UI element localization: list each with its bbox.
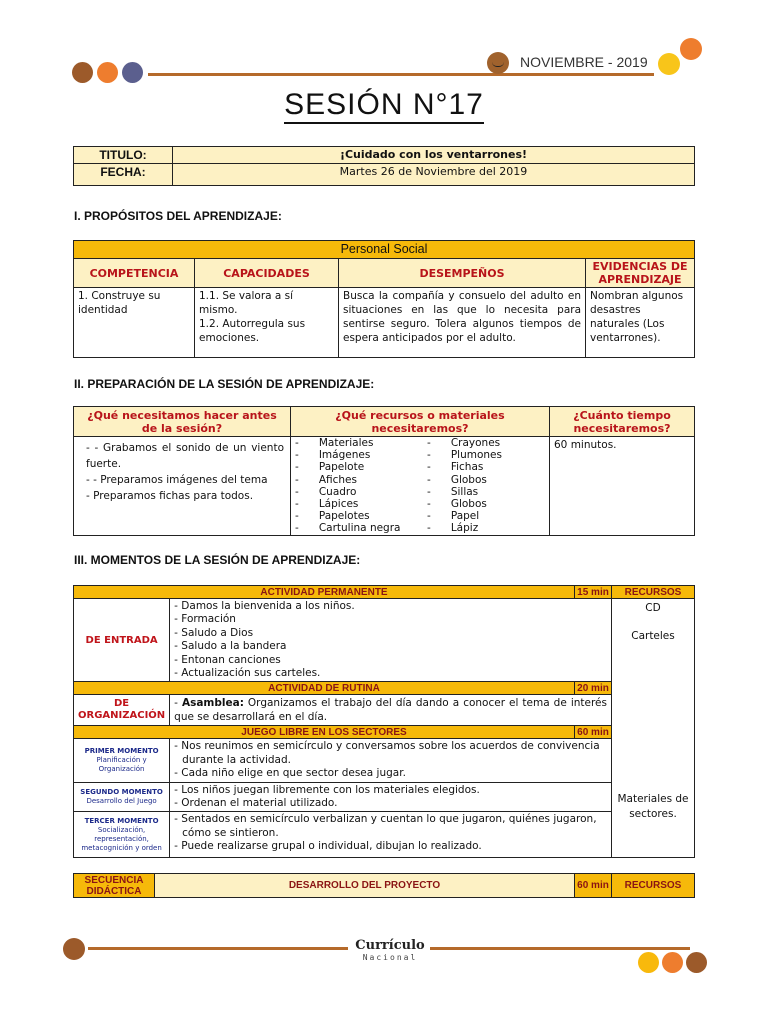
yellow-circle-icon xyxy=(658,53,680,75)
list-item: - Actualización sus carteles. xyxy=(174,667,321,680)
recursos-cell xyxy=(612,599,695,858)
recurso-item: - Papelote xyxy=(295,461,365,474)
header-evidencias: EVIDENCIAS DE APRENDIZAJE xyxy=(586,259,695,288)
time-60: 60 min xyxy=(575,726,612,739)
recurso-cd: CD xyxy=(645,602,661,614)
recurso-sectores: Materiales de sectores. xyxy=(617,793,689,820)
antes-item: - - Preparamos imágenes del tema xyxy=(86,474,268,486)
titulo-value: ¡Cuidado con los ventarrones! xyxy=(173,147,695,164)
recurso-carteles: Carteles xyxy=(631,630,675,642)
smiley-face-icon xyxy=(487,52,509,74)
recurso-item: - Lápiz xyxy=(427,522,479,535)
list-item: - Sentados en semicírculo verbalizan y cuentan lo que jugaron, quiénes jugaron, cómo se sintieron. xyxy=(174,813,597,839)
recurso-item: - Cuadro xyxy=(295,485,357,498)
recursos-header: RECURSOS xyxy=(612,586,695,599)
header-capacidades: CAPACIDADES xyxy=(195,259,339,288)
momentos-table xyxy=(73,585,695,858)
tercer-items xyxy=(170,812,612,858)
recurso-item: - Afiches xyxy=(295,473,357,486)
recurso-item: - Globos xyxy=(427,498,487,511)
recurso-item: - Plumones xyxy=(427,449,502,462)
header-competencia: COMPETENCIA xyxy=(74,259,195,288)
desempenos-cell: Busca la compañía y consuelo del adulto en situaciones en las que lo necesita para sentirse seguro. Tolera algunos tiempos de espera anticipados por el adulto. xyxy=(339,288,586,358)
recurso-item: - Imágenes xyxy=(295,449,371,462)
recurso-item: - Cartulina negra xyxy=(295,522,401,535)
recurso-item: - Crayones xyxy=(427,437,501,449)
orange-circle-icon xyxy=(680,38,702,60)
primer-momento-label: PRIMER MOMENTO Planificación y Organización xyxy=(74,739,170,782)
orange-circle-icon xyxy=(97,62,118,83)
preparacion-table xyxy=(73,406,695,536)
list-item: - Puede realizarse grupal o individual, dibujan lo realizado. xyxy=(174,840,482,853)
antes-item: - Preparamos fichas para todos. xyxy=(86,490,254,502)
yellow-circle-icon xyxy=(638,952,659,973)
brown-circle-icon xyxy=(72,62,93,83)
recurso-item: - Fichas xyxy=(427,461,484,474)
primer-items xyxy=(170,739,612,782)
header-line xyxy=(148,73,654,76)
tiempo-cell: 60 minutos. xyxy=(550,437,695,536)
list-item: - Formación xyxy=(174,613,236,626)
antes-item: - - Grabamos el sonido de un viento fuerte. xyxy=(86,442,284,470)
asamblea-label: Asamblea: xyxy=(181,697,244,710)
list-item: - Cada niño elige en que sector desea jugar. xyxy=(174,767,406,780)
footer-line-right xyxy=(430,947,690,950)
header-desempenos: DESEMPEÑOS xyxy=(339,259,586,288)
list-item: - Ordenan el material utilizado. xyxy=(174,797,338,810)
actividad-permanente-bar: ACTIVIDAD PERMANENTE xyxy=(74,586,575,599)
section-2-heading: II. PREPARACIÓN DE LA SESIÓN DE APRENDIZAJE: xyxy=(74,377,375,391)
time-20: 20 min xyxy=(575,682,612,695)
recursos-cell xyxy=(291,437,550,536)
list-item: - Nos reunimos en semicírculo y conversamos sobre los acuerdos de convivencia durante la actividad. xyxy=(174,740,600,766)
recurso-item: - Globos xyxy=(427,473,487,486)
time-15: 15 min xyxy=(575,586,612,599)
segundo-momento-label: SEGUNDO MOMENTO Desarrollo del Juego xyxy=(74,782,170,812)
list-item: - Damos la bienvenida a los niños. xyxy=(174,600,355,612)
header-recursos: ¿Qué recursos o materiales necesitaremos? xyxy=(291,407,550,437)
footer-line-left xyxy=(88,947,348,950)
segundo-items xyxy=(170,782,612,812)
recurso-item: - Materiales xyxy=(295,437,374,449)
capacidades-cell xyxy=(195,288,339,358)
tercer-momento-label: TERCER MOMENTO Socialización, representación, metacognición y orden xyxy=(74,812,170,858)
recursos-label: RECURSOS xyxy=(612,874,695,898)
entrada-label: DE ENTRADA xyxy=(74,599,170,682)
brown-circle-icon xyxy=(63,938,85,960)
actividad-rutina-bar: ACTIVIDAD DE RUTINA xyxy=(74,682,575,695)
entrada-items xyxy=(170,599,612,682)
fecha-label: FECHA: xyxy=(74,164,173,186)
info-table xyxy=(73,146,695,186)
recurso-item: - Sillas xyxy=(427,485,479,498)
recurso-item: - Papel xyxy=(427,510,480,523)
page-title: SESIÓN N°17 xyxy=(0,88,768,122)
section-3-heading: III. MOMENTOS DE LA SESIÓN DE APRENDIZAJE: xyxy=(74,553,361,567)
asamblea-cell: - Asamblea: Organizamos el trabajo del día dando a conocer el tema de interés que se desarrollará en el día. xyxy=(170,695,612,726)
capacidad-item: 1.2. Autorregula sus emociones. xyxy=(199,318,306,344)
area-title: Personal Social xyxy=(74,241,695,259)
header-antes: ¿Qué necesitamos hacer antes de la sesión? xyxy=(74,407,291,437)
brown-circle-icon xyxy=(686,952,707,973)
list-item: - Los niños juegan libremente con los materiales elegidos. xyxy=(174,783,480,796)
curriculo-logo: Currículo Nacional xyxy=(355,938,425,962)
section-1-heading: I. PROPÓSITOS DEL APRENDIZAJE: xyxy=(74,209,282,223)
evidencias-cell: Nombran algunos desastres naturales (Los ventarrones). xyxy=(586,288,695,358)
competencia-cell: 1. Construye su identidad xyxy=(74,288,195,358)
antes-cell xyxy=(74,437,291,536)
time-60-proyecto: 60 min xyxy=(575,874,612,898)
list-item: - Entonan canciones xyxy=(174,653,281,666)
desarrollo-table xyxy=(73,873,695,898)
orange-circle-icon xyxy=(662,952,683,973)
list-item: - Saludo a la bandera xyxy=(174,640,287,653)
header-tiempo: ¿Cuánto tiempo necesitaremos? xyxy=(550,407,695,437)
month-label: NOVIEMBRE - 2019 xyxy=(520,54,648,70)
propositos-table xyxy=(73,240,695,358)
organizacion-label: DE ORGANIZACIÓN xyxy=(74,695,170,726)
list-item: - Saludo a Dios xyxy=(174,626,254,639)
fecha-value: Martes 26 de Noviembre del 2019 xyxy=(173,164,695,186)
recurso-item: - Lápices xyxy=(295,498,359,511)
desarrollo-label: DESARROLLO DEL PROYECTO xyxy=(155,874,575,898)
titulo-label: TITULO: xyxy=(74,147,173,164)
juego-libre-bar: JUEGO LIBRE EN LOS SECTORES xyxy=(74,726,575,739)
secuencia-label: SECUENCIA DIDÁCTICA xyxy=(74,874,155,898)
recurso-item: - Papelotes xyxy=(295,510,370,523)
capacidad-item: 1.1. Se valora a sí mismo. xyxy=(199,290,294,316)
navy-circle-icon xyxy=(122,62,143,83)
